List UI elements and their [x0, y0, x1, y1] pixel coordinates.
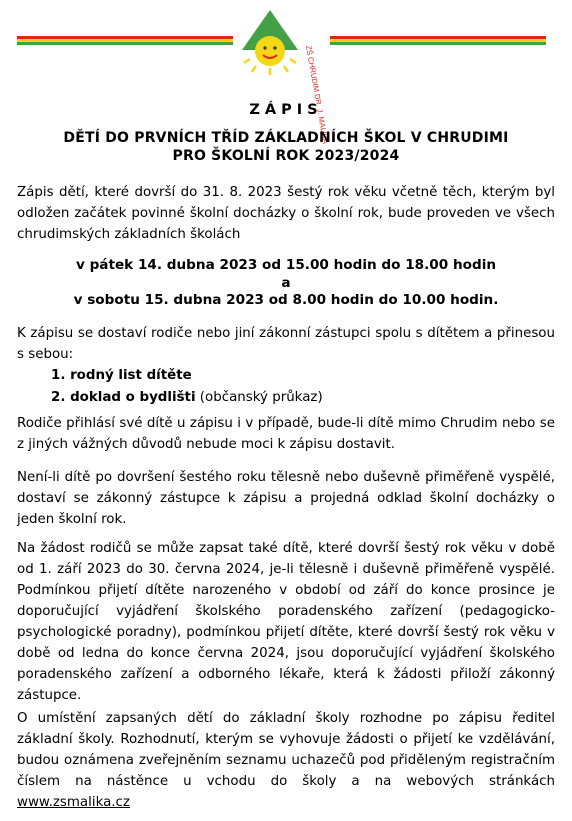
early-enrollment-paragraph: Na žádost rodičů se může zapsat také dítě, které dovrší šestý rok věku v době od 1. září 2023 do 30. června 2024, je-li tělesně i duševně přiměřeně vyspělé. Podmínkou přijetí dítěte narozeného v období od září do konce prosince je doporučující vyjádření školského poradenského zařízení (pedagogicko-psychologické poradny), podmínkou přijetí dítěte, které dovrší šestý rok věku v době od ledna do konce června 2024, jsou doporučující vyjádření školského poradenského zařízení a odborného lékaře, která k žádosti přiloží zákonný zástupce. [17, 541, 555, 703]
intro-paragraph: Zápis dětí, které dovrší do 31. 8. 2023 šestý rok věku včetně těch, kterým byl odložen začátek povinné školní docházky o školní rok, bude proveden ve všech chrudimských základních školách [17, 185, 555, 242]
date-conjunction: a [281, 275, 291, 291]
decision-text: O umístění zapsaných dětí do základní školy rozhodne po zápisu ředitel základní školy. Rozhodnutí, kterým se vyhovuje žádosti o přijetí ke vzdělávání, budou oznámena zveřejněním seznamu uchazečů pod přiděleným registračním číslem na nástěnce u vchodu do školy a na webových stránkách [17, 711, 555, 789]
postpone-paragraph: Není-li dítě po dovršení šestého roku tělesně nebo duševně přiměřeně vyspělé, dostaví se zákonný zástupce k zápisu a projedná odklad školní docházky o jeden školní rok. [17, 470, 555, 527]
subtitle-line-2: PRO ŠKOLNÍ ROK 2023/2024 [172, 148, 400, 164]
logo-text: ZŠ CHRUDIM DR. J. MALÍKA [304, 44, 331, 145]
list-item-label: 1. rodný list dítěte [51, 368, 192, 383]
page-title: ZÁPIS [249, 102, 323, 118]
date-friday: v pátek 14. dubna 2023 od 15.00 hodin do 18.00 hodin [75, 257, 497, 273]
list-item-label: 2. doklad o bydlišti [51, 390, 196, 405]
list-item [51, 365, 192, 386]
list-item [51, 387, 323, 408]
absence-paragraph: Rodiče přihlásí své dítě u zápisu i v případě, bude-li dítě mimo Chrudim nebo se z jiných vážných důvodů nebude moci k zápisu dostavit. [17, 416, 555, 452]
website-link[interactable]: www.zsmalika.cz [17, 795, 130, 810]
date-saturday: v sobotu 15. dubna 2023 od 8.00 hodin do 10.00 hodin. [73, 292, 499, 308]
decision-paragraph [17, 708, 555, 813]
header-stripes-right [330, 36, 546, 45]
list-item-note: (občanský průkaz) [195, 390, 323, 405]
header-stripes-left [17, 36, 233, 45]
subtitle-line-1: DĚTÍ DO PRVNÍCH TŘÍD ZÁKLADNÍCH ŠKOL V CHRUDIMI [63, 130, 509, 146]
bring-intro: K zápisu se dostaví rodiče nebo jiní zákonní zástupci spolu s dítětem a přinesou s sebou: [17, 326, 555, 362]
